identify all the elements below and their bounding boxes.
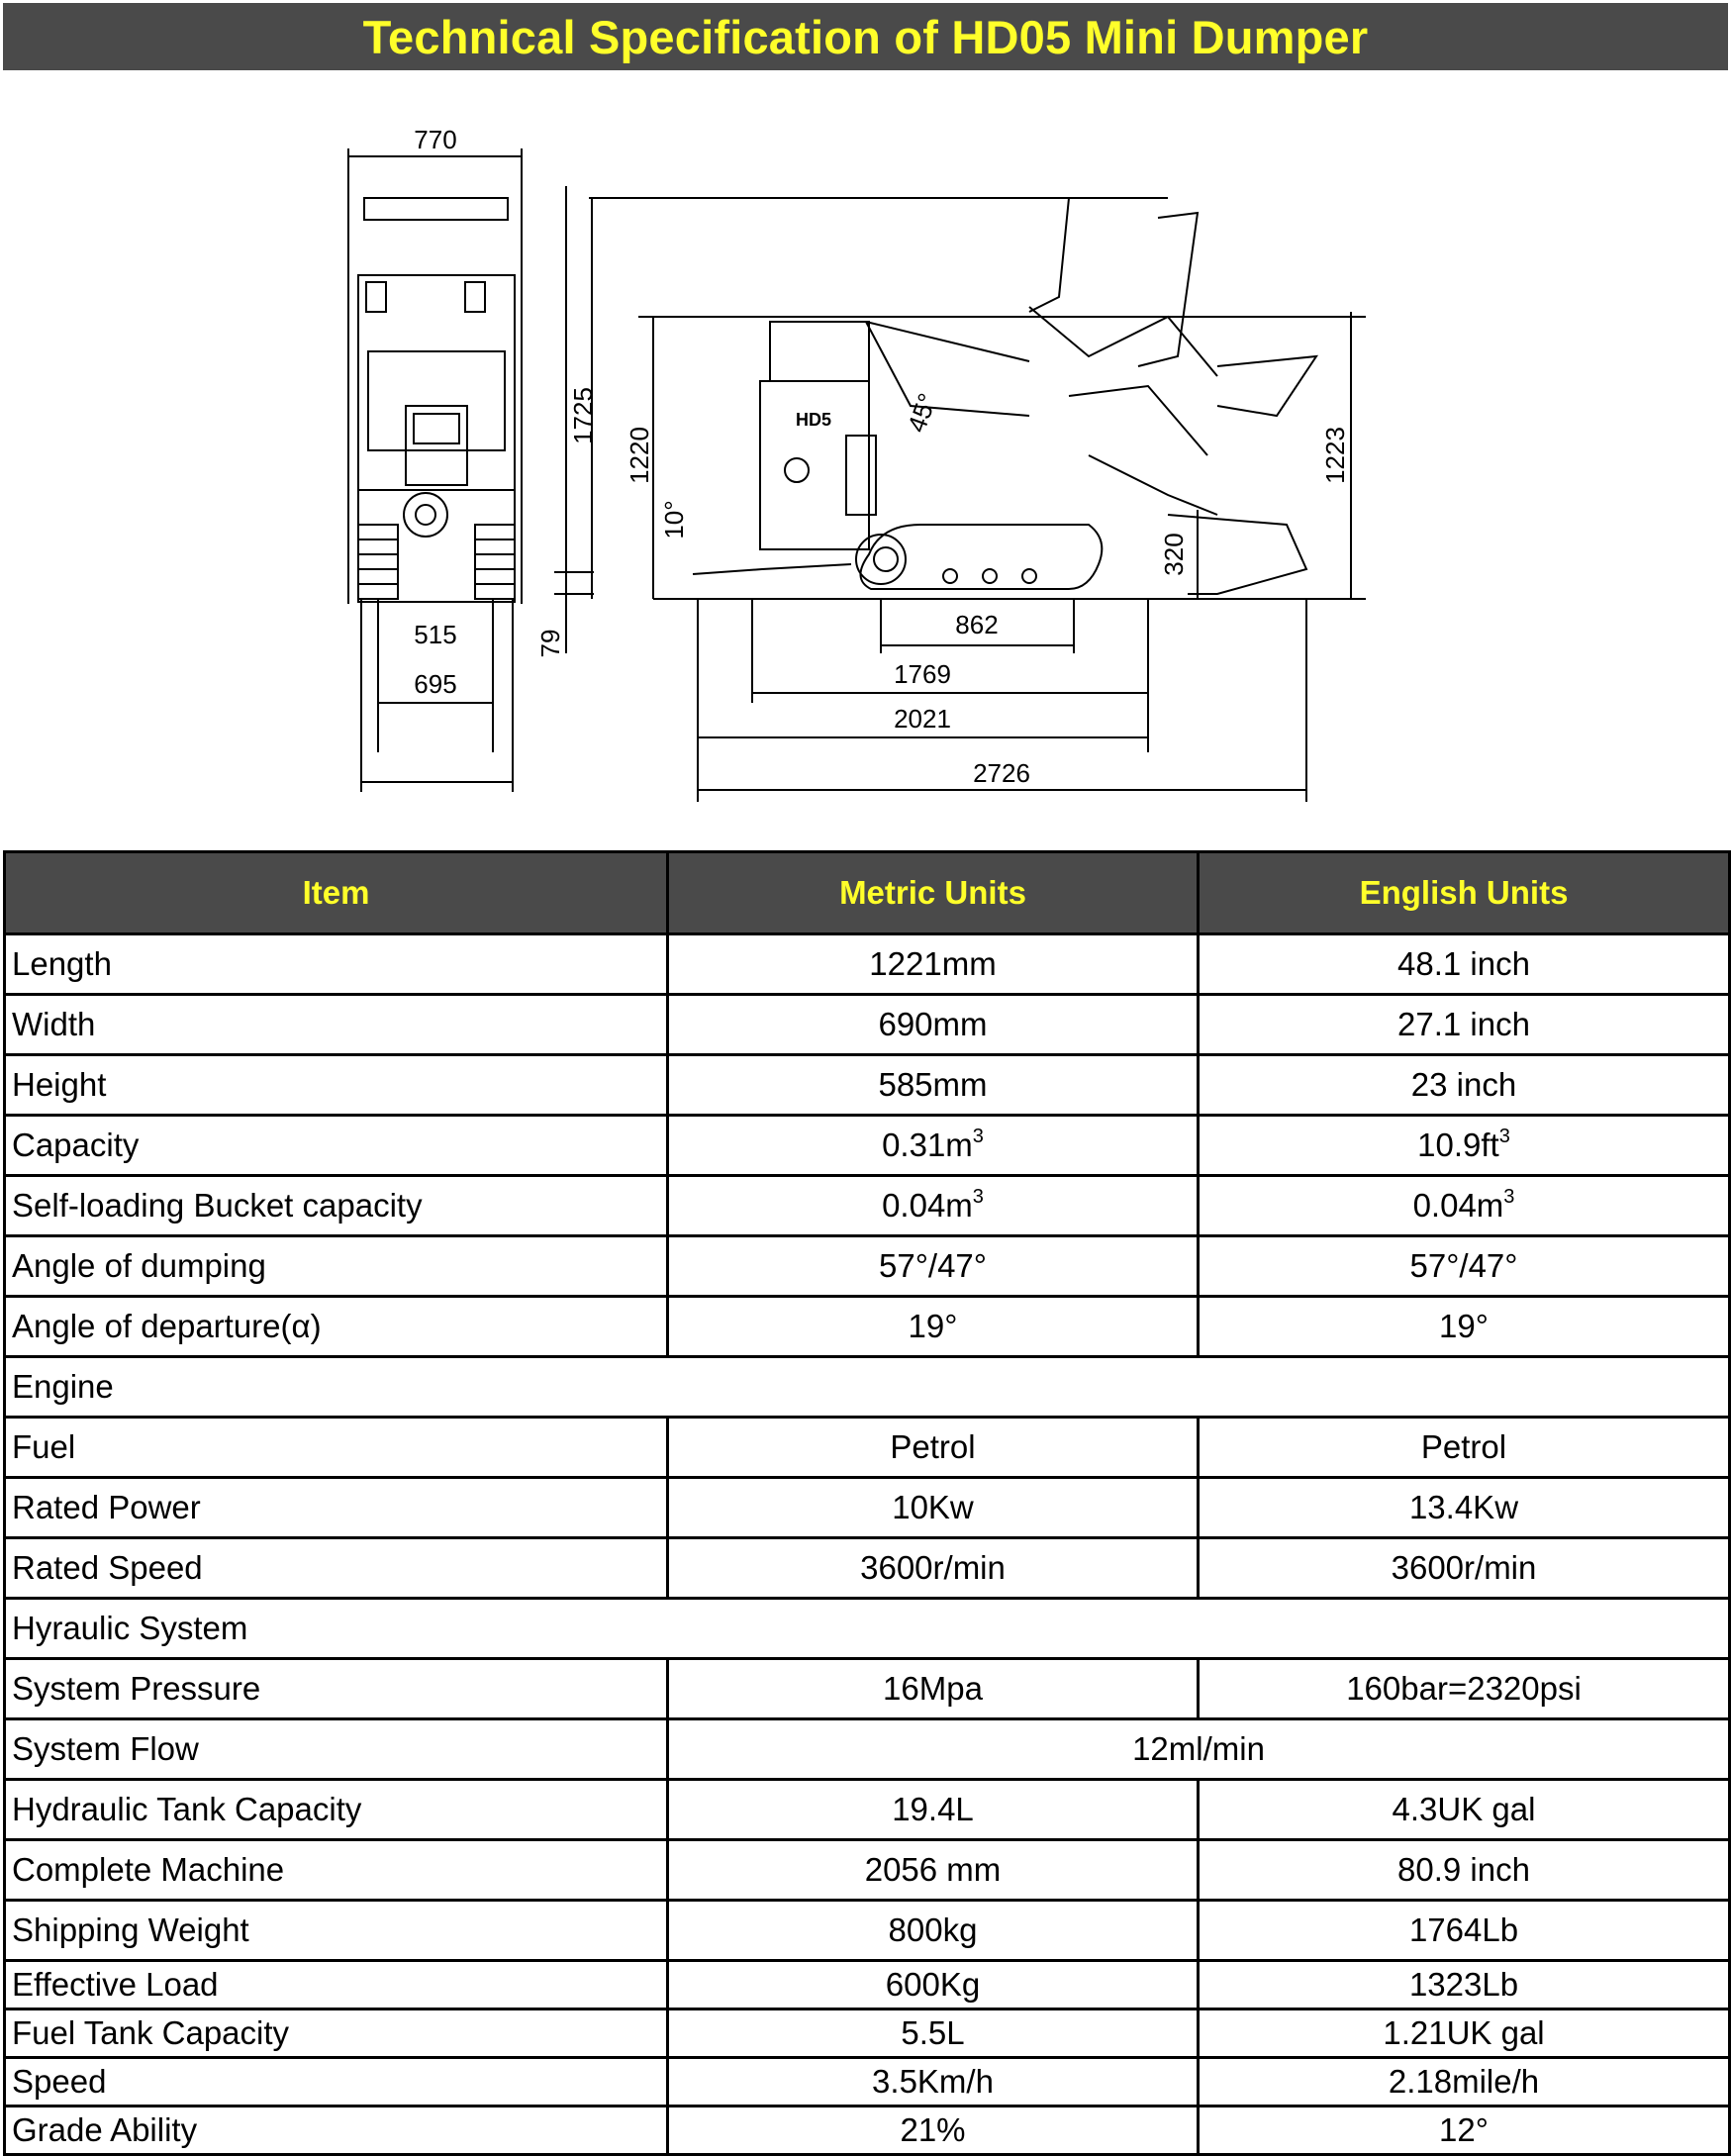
- table-row: [5, 1719, 1730, 1780]
- table-row: [5, 1297, 1730, 1357]
- table-cell: Self-loading Bucket capacity: [5, 1176, 668, 1236]
- table-cell: 19.4L: [668, 1780, 1199, 1840]
- front-view-drawing: [348, 148, 594, 792]
- table-cell: Grade Ability: [5, 2107, 668, 2155]
- table-row: [5, 1357, 1730, 1418]
- table-row: [5, 1840, 1730, 1901]
- table-cell: 690mm: [668, 995, 1199, 1055]
- table-cell: 16Mpa: [668, 1659, 1199, 1719]
- table-cell: 5.5L: [668, 2009, 1199, 2058]
- table-row: [5, 2009, 1730, 2058]
- table-cell: 80.9 inch: [1199, 1840, 1730, 1901]
- table-cell: Height: [5, 1055, 668, 1116]
- table-cell: Complete Machine: [5, 1840, 668, 1901]
- table-cell: Hydraulic Tank Capacity: [5, 1780, 668, 1840]
- table-row: [5, 1538, 1730, 1599]
- dim-label: 1220: [625, 427, 654, 484]
- table-row: [5, 2058, 1730, 2107]
- side-view-drawing: [589, 198, 1366, 802]
- table-cell: 160bar=2320psi: [1199, 1659, 1730, 1719]
- column-header: English Units: [1199, 852, 1730, 934]
- table-cell: Petrol: [668, 1418, 1199, 1478]
- column-header: Item: [5, 852, 668, 934]
- table-cell: 27.1 inch: [1199, 995, 1730, 1055]
- dim-label: 320: [1159, 533, 1189, 576]
- table-cell: Petrol: [1199, 1418, 1730, 1478]
- column-header: Metric Units: [668, 852, 1199, 934]
- table-row: [5, 1478, 1730, 1538]
- table-cell: Fuel Tank Capacity: [5, 2009, 668, 2058]
- table-cell: 2056 mm: [668, 1840, 1199, 1901]
- table-cell: Angle of departure(α): [5, 1297, 668, 1357]
- dim-label: 2726: [973, 758, 1030, 788]
- table-row: [5, 1961, 1730, 2009]
- table-row: [5, 1236, 1730, 1297]
- spec-table: [3, 850, 1731, 2156]
- table-cell: 3600r/min: [668, 1538, 1199, 1599]
- table-header-row: [5, 852, 1730, 934]
- table-cell: Hyraulic System: [5, 1599, 1730, 1659]
- table-cell: Effective Load: [5, 1961, 668, 2009]
- dim-label: 1223: [1320, 427, 1350, 484]
- table-row: [5, 1418, 1730, 1478]
- table-cell: 3600r/min: [1199, 1538, 1730, 1599]
- table-cell: 800kg: [668, 1901, 1199, 1961]
- table-row: [5, 1599, 1730, 1659]
- table-cell: 3.5Km/h: [668, 2058, 1199, 2107]
- table-row: [5, 934, 1730, 995]
- model-label: HD5: [795, 410, 832, 430]
- table-cell: 23 inch: [1199, 1055, 1730, 1116]
- dim-label: 10°: [659, 500, 689, 539]
- table-cell: 57°/47°: [668, 1236, 1199, 1297]
- table-cell: 600Kg: [668, 1961, 1199, 2009]
- table-cell: 19°: [1199, 1297, 1730, 1357]
- table-row: [5, 1659, 1730, 1719]
- table-row: [5, 1055, 1730, 1116]
- table-cell: Rated Speed: [5, 1538, 668, 1599]
- table-row: [5, 2107, 1730, 2155]
- dim-label: 695: [414, 669, 457, 699]
- table-cell: $0.31m^3$: [668, 1116, 1199, 1176]
- table-cell: 48.1 inch: [1199, 934, 1730, 995]
- table-cell: 12°: [1199, 2107, 1730, 2155]
- table-cell: 585mm: [668, 1055, 1199, 1116]
- table-cell: System Flow: [5, 1719, 668, 1780]
- table-cell: 1323Lb: [1199, 1961, 1730, 2009]
- table-row: [5, 1116, 1730, 1176]
- dim-label: 79: [535, 629, 565, 658]
- table-cell: 12ml/min: [668, 1719, 1730, 1780]
- table-row: [5, 1901, 1730, 1961]
- technical-drawing: [0, 99, 1731, 812]
- table-cell: $0.04m^3$: [668, 1176, 1199, 1236]
- dim-label: 2021: [894, 704, 951, 734]
- table-cell: 21%: [668, 2107, 1199, 2155]
- table-cell: 10Kw: [668, 1478, 1199, 1538]
- table-cell: Width: [5, 995, 668, 1055]
- table-cell: 19°: [668, 1297, 1199, 1357]
- table-cell: $10.9ft^3$: [1199, 1116, 1730, 1176]
- table-cell: Angle of dumping: [5, 1236, 668, 1297]
- table-cell: System Pressure: [5, 1659, 668, 1719]
- table-cell: 1.21UK gal: [1199, 2009, 1730, 2058]
- table-row: [5, 1176, 1730, 1236]
- table-cell: Capacity: [5, 1116, 668, 1176]
- table-cell: 57°/47°: [1199, 1236, 1730, 1297]
- table-cell: Shipping Weight: [5, 1901, 668, 1961]
- dim-label: 45°: [901, 389, 943, 437]
- dim-label: 515: [414, 620, 457, 649]
- table-cell: 2.18mile/h: [1199, 2058, 1730, 2107]
- dim-label: 862: [955, 610, 999, 639]
- table-row: [5, 1780, 1730, 1840]
- table-cell: 1764Lb: [1199, 1901, 1730, 1961]
- table-cell: 4.3UK gal: [1199, 1780, 1730, 1840]
- dim-label: 1769: [894, 659, 951, 689]
- table-cell: $0.04m^3$: [1199, 1176, 1730, 1236]
- table-cell: Engine: [5, 1357, 1730, 1418]
- dim-label: 770: [414, 125, 457, 154]
- table-cell: Rated Power: [5, 1478, 668, 1538]
- table-row: [5, 995, 1730, 1055]
- dim-label: 1725: [568, 387, 598, 444]
- table-cell: Speed: [5, 2058, 668, 2107]
- title-bar: [3, 3, 1728, 70]
- table-cell: Fuel: [5, 1418, 668, 1478]
- table-cell: Length: [5, 934, 668, 995]
- table-cell: 1221mm: [668, 934, 1199, 995]
- page-title: Technical Specification of HD05 Mini Dumper: [362, 10, 1369, 63]
- table-cell: 13.4Kw: [1199, 1478, 1730, 1538]
